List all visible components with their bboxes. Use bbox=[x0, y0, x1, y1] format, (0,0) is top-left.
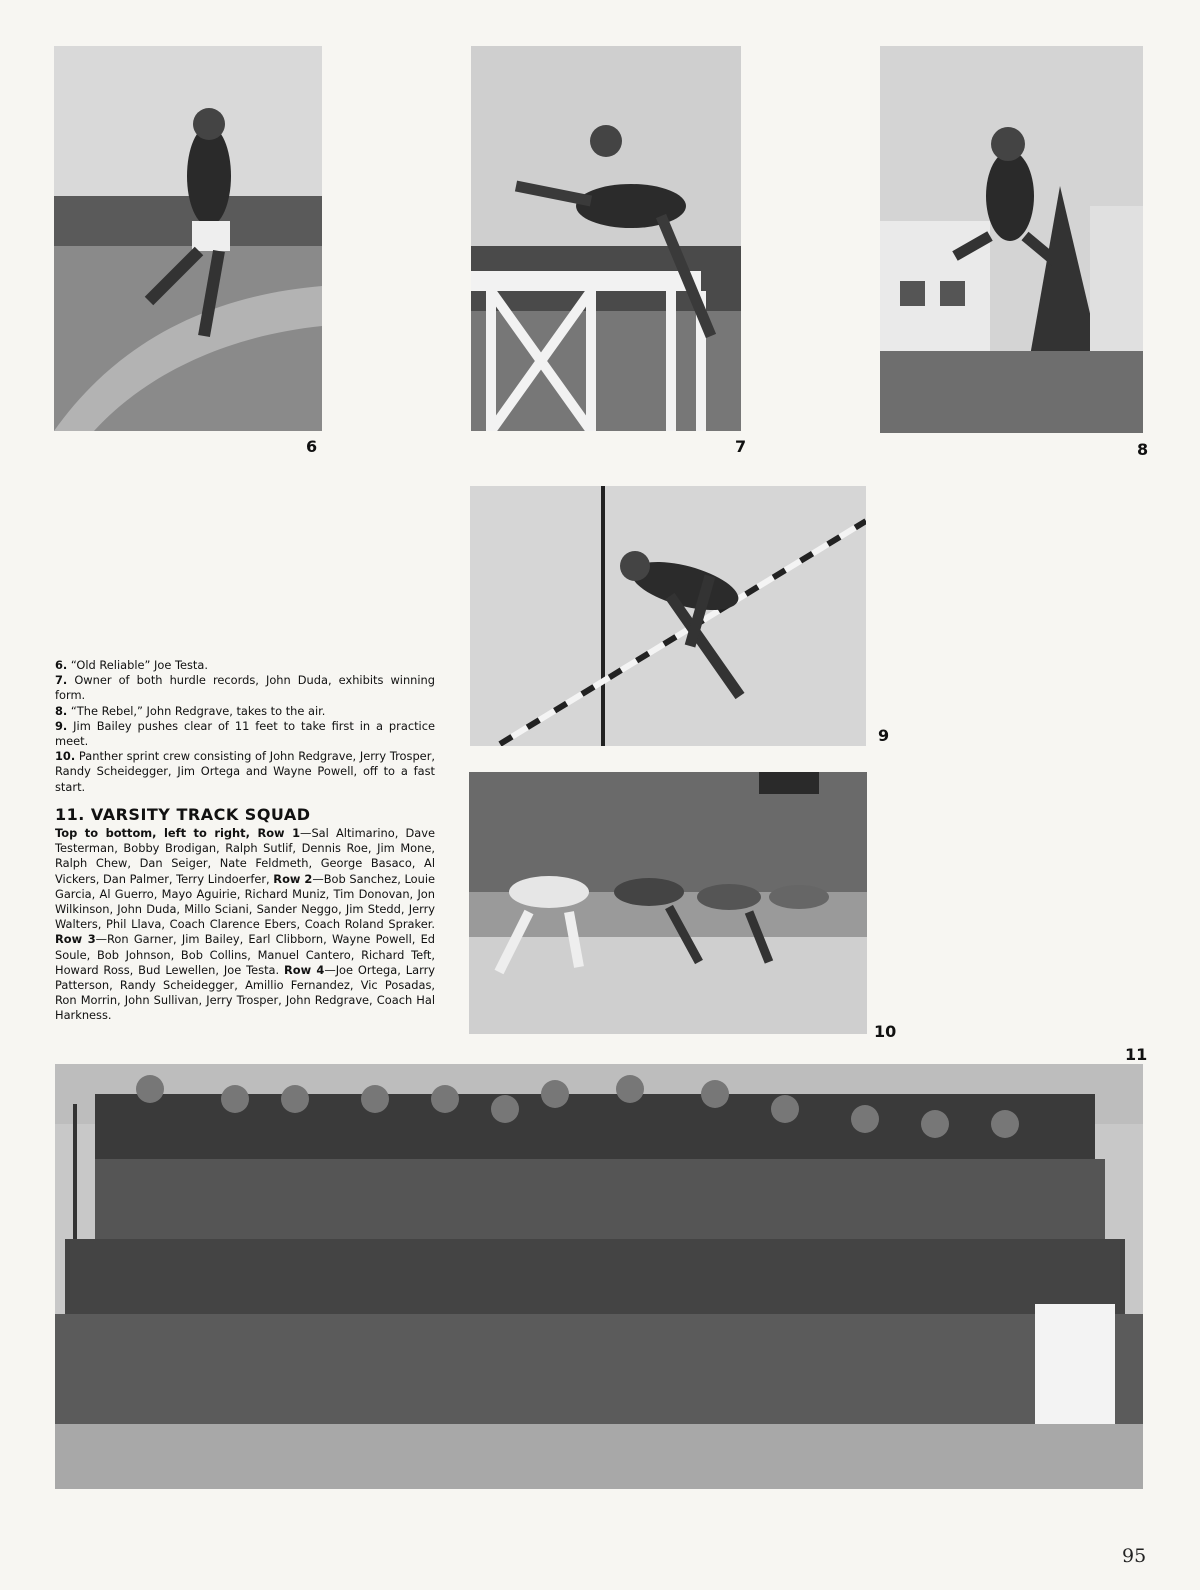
caption-7-num: 7. bbox=[55, 673, 68, 688]
caption-10-text: Panther sprint crew consisting of John Redgrave, Jerry Trosper, Randy Scheidegger, Jim Ortega and Wayne Powell, off to a fast start. bbox=[55, 749, 435, 794]
photo-7-hurdler bbox=[471, 46, 741, 431]
caption-7 bbox=[55, 673, 435, 703]
photo-11-number: 11 bbox=[1125, 1045, 1148, 1064]
page-number: 95 bbox=[1122, 1545, 1147, 1567]
caption-10 bbox=[55, 749, 435, 795]
photo-10-sprint-start bbox=[469, 772, 867, 1034]
photo-8-number: 8 bbox=[1137, 440, 1149, 459]
photo-7-number: 7 bbox=[735, 437, 747, 456]
photo-9-number: 9 bbox=[878, 726, 890, 745]
photo-6-runner bbox=[54, 46, 322, 431]
photo-10-number: 10 bbox=[874, 1022, 897, 1041]
caption-8 bbox=[55, 704, 435, 719]
caption-9 bbox=[55, 719, 435, 749]
squad-row3-label: Row 3 bbox=[55, 932, 96, 947]
photo-9-pole-vault bbox=[470, 486, 866, 746]
caption-7-text: Owner of both hurdle records, John Duda, exhibits winning form. bbox=[55, 673, 435, 703]
squad-row2-label: Row 2 bbox=[273, 871, 313, 886]
caption-6 bbox=[55, 658, 435, 673]
squad-intro: Top to bottom, left to right, Row 1 bbox=[55, 826, 301, 840]
squad-roster bbox=[55, 826, 435, 1024]
squad-row2: —Bob Sanchez, Louie Garcia, Al Guerro, Mayo Aguirie, Richard Muniz, Tim Donovan, Jon Wilkinson, John Duda, Millo Sciani, Sander Neggo, Jim Stedd, Jerry Walters, Phil Llava, Coach Clarence Ebers, Coach Roland Spraker. bbox=[55, 871, 435, 932]
caption-9-num: 9. bbox=[55, 718, 68, 733]
photo-6-number: 6 bbox=[306, 437, 318, 456]
caption-9-text: Jim Bailey pushes clear of 11 feet to take first in a practice meet. bbox=[55, 718, 435, 749]
photo-8-jumper bbox=[880, 46, 1143, 433]
photo-captions bbox=[55, 658, 435, 795]
squad-row3: —Ron Garner, Jim Bailey, Earl Clibborn, Wayne Powell, Ed Soule, Bob Johnson, Bob Collins, Manuel Cantero, Richard Teft, Howard Ross, Bud Lewellen, Joe Testa. bbox=[55, 932, 436, 977]
caption-6-text: “Old Reliable” Joe Testa. bbox=[67, 658, 208, 672]
photo-11-varsity-track-squad bbox=[55, 1064, 1143, 1489]
caption-6-num: 6. bbox=[55, 658, 68, 672]
squad-row4: —Joe Ortega, Larry Patterson, Randy Scheidegger, Amillio Fernandez, Vic Posadas, Ron Morrin, John Sullivan, Jerry Trosper, John Redgrave, Coach Hal Harkness. bbox=[55, 962, 436, 1023]
squad-row4-label: Row 4 bbox=[284, 962, 325, 977]
caption-8-text: “The Rebel,” John Redgrave, takes to the air. bbox=[67, 703, 326, 718]
caption-8-num: 8. bbox=[55, 703, 68, 718]
caption-10-num: 10. bbox=[55, 749, 76, 764]
squad-row1: —Sal Altimarino, Dave Testerman, Bobby Brodigan, Ralph Sutlif, Dennis Roe, Jim Mone, Ralph Chew, Dan Seiger, Nate Feldmeth, George Basaco, Al Vickers, Dan Palmer, Terry Lindoerfer, bbox=[55, 826, 436, 886]
squad-title: 11. VARSITY TRACK SQUAD bbox=[55, 805, 311, 824]
